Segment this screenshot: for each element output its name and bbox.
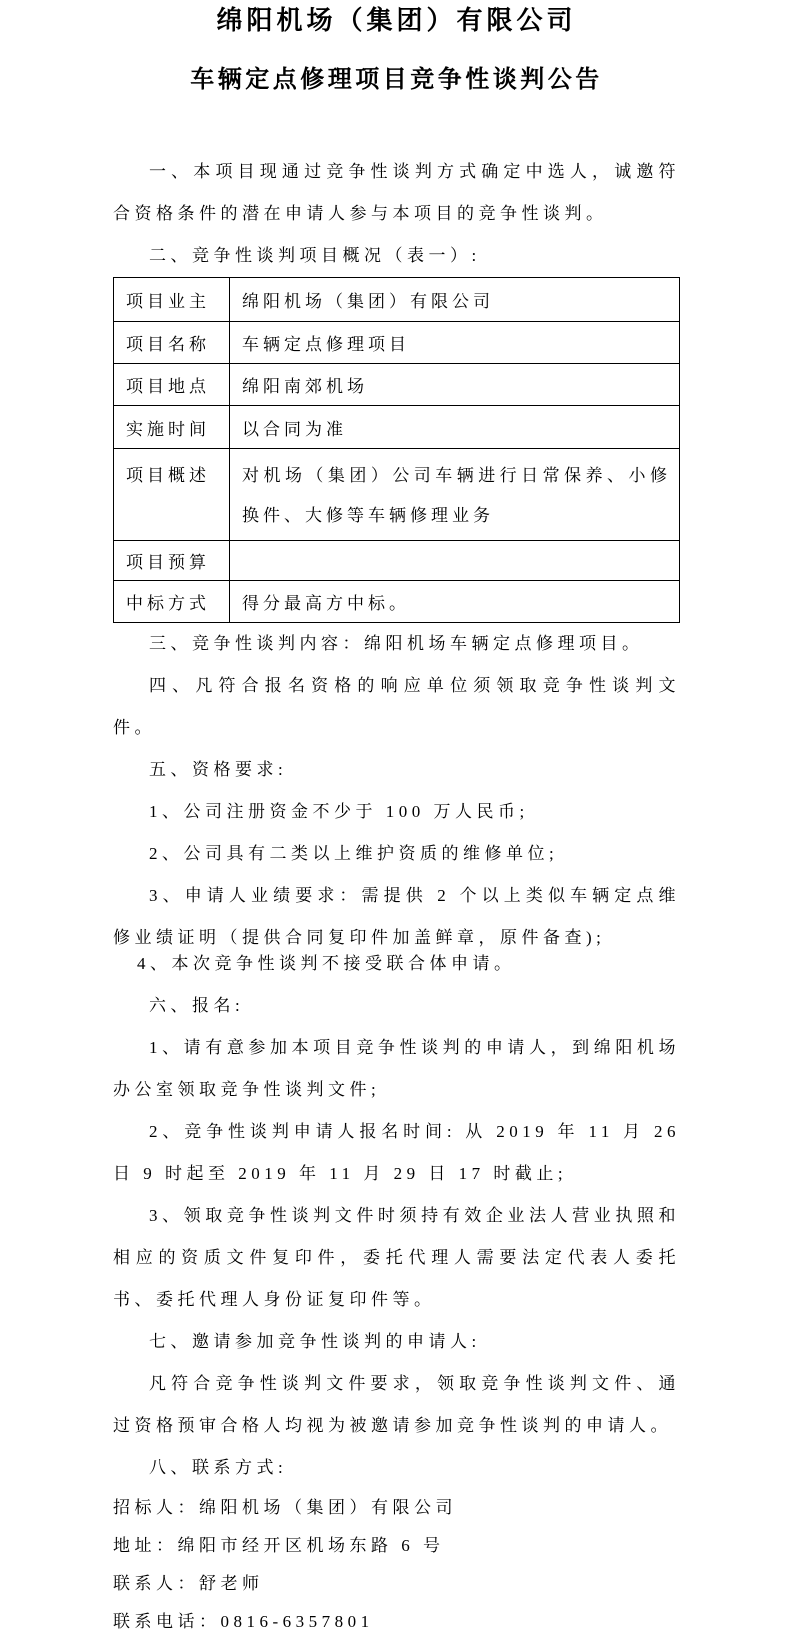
row-value: 对机场（集团）公司车辆进行日常保养、小修换件、大修等车辆修理业务 bbox=[230, 449, 680, 541]
bidder-line: 招标人：绵阳机场（集团）有限公司 bbox=[113, 1498, 457, 1517]
section-6-heading: 六、报名: bbox=[149, 996, 245, 1015]
row-label: 项目名称 bbox=[114, 322, 230, 364]
section-5-item-1: 1、公司注册资金不少于 100 万人民币; bbox=[149, 802, 529, 821]
row-value: 绵阳机场（集团）有限公司 bbox=[230, 278, 680, 322]
section-6-item-1: 1、请有意参加本项目竞争性谈判的申请人，到绵阳机场办公室领取竞争性谈判文件; bbox=[113, 1038, 680, 1099]
document-content bbox=[113, 0, 680, 1641]
section-7-heading: 七、邀请参加竞争性谈判的申请人: bbox=[149, 1332, 481, 1351]
contact-block bbox=[113, 1489, 680, 1641]
contact-person-line: 联系人：舒老师 bbox=[113, 1574, 264, 1593]
project-overview-table bbox=[113, 277, 680, 623]
row-value: 以合同为准 bbox=[230, 406, 680, 449]
section-5-heading: 五、资格要求: bbox=[149, 760, 288, 779]
row-label: 项目业主 bbox=[114, 278, 230, 322]
address-line: 地址：绵阳市经开区机场东路 6 号 bbox=[113, 1536, 445, 1555]
section-6-item-2: 2、竞争性谈判申请人报名时间: 从 2019 年 11 月 26 日 9 时起至 2019 年 11 月 29 日 17 时截止; bbox=[113, 1122, 680, 1183]
section-6-item-3: 3、领取竞争性谈判文件时须持有效企业法人营业执照和相应的资质文件复印件，委托代理人需要法定代表人委托书、委托代理人身份证复印件等。 bbox=[113, 1206, 680, 1309]
table-row-location bbox=[114, 364, 680, 406]
row-value: 车辆定点修理项目 bbox=[230, 322, 680, 364]
section-7-paragraph: 凡符合竞争性谈判文件要求，领取竞争性谈判文件、通过资格预审合格人均视为被邀请参加竞争性谈判的申请人。 bbox=[113, 1374, 680, 1435]
row-value: 得分最高方中标。 bbox=[230, 581, 680, 623]
section-5-item-4: 4、本次竞争性谈判不接受联合体申请。 bbox=[137, 954, 516, 973]
table-row-overview bbox=[114, 449, 680, 541]
row-label: 中标方式 bbox=[114, 581, 230, 623]
table-row-award-method bbox=[114, 581, 680, 623]
table-row-owner bbox=[114, 278, 680, 322]
table-row-budget bbox=[114, 541, 680, 581]
section-3-paragraph: 三、竞争性谈判内容：绵阳机场车辆定点修理项目。 bbox=[149, 634, 644, 653]
row-label: 项目预算 bbox=[114, 541, 230, 581]
table-row-name bbox=[114, 322, 680, 364]
section-1-paragraph: 一、本项目现通过竞争性谈判方式确定中选人，诚邀符合资格条件的潜在申请人参与本项目的竞争性谈判。 bbox=[113, 162, 680, 223]
row-label: 实施时间 bbox=[114, 406, 230, 449]
row-value bbox=[230, 541, 680, 581]
phone-line: 联系电话：0816-6357801 bbox=[113, 1612, 374, 1631]
table-row-schedule bbox=[114, 406, 680, 449]
row-label: 项目概述 bbox=[114, 449, 230, 541]
section-2-heading: 二、竞争性谈判项目概况（表一）: bbox=[149, 246, 481, 265]
section-4-paragraph: 四、凡符合报名资格的响应单位须领取竞争性谈判文件。 bbox=[113, 676, 680, 737]
document-body bbox=[113, 151, 680, 1641]
section-5-item-2: 2、公司具有二类以上维护资质的维修单位; bbox=[149, 844, 559, 863]
section-8-heading: 八、联系方式: bbox=[149, 1458, 288, 1477]
row-label: 项目地点 bbox=[114, 364, 230, 406]
section-5-item-3: 3、申请人业绩要求：需提供 2 个以上类似车辆定点维修业绩证明（提供合同复印件加盖鲜章，原件备查); bbox=[113, 886, 680, 947]
row-value: 绵阳南郊机场 bbox=[230, 364, 680, 406]
document-subtitle: 车辆定点修理项目竞争性谈判公告 bbox=[190, 67, 603, 93]
document-title: 绵阳机场（集团）有限公司 bbox=[216, 6, 577, 35]
